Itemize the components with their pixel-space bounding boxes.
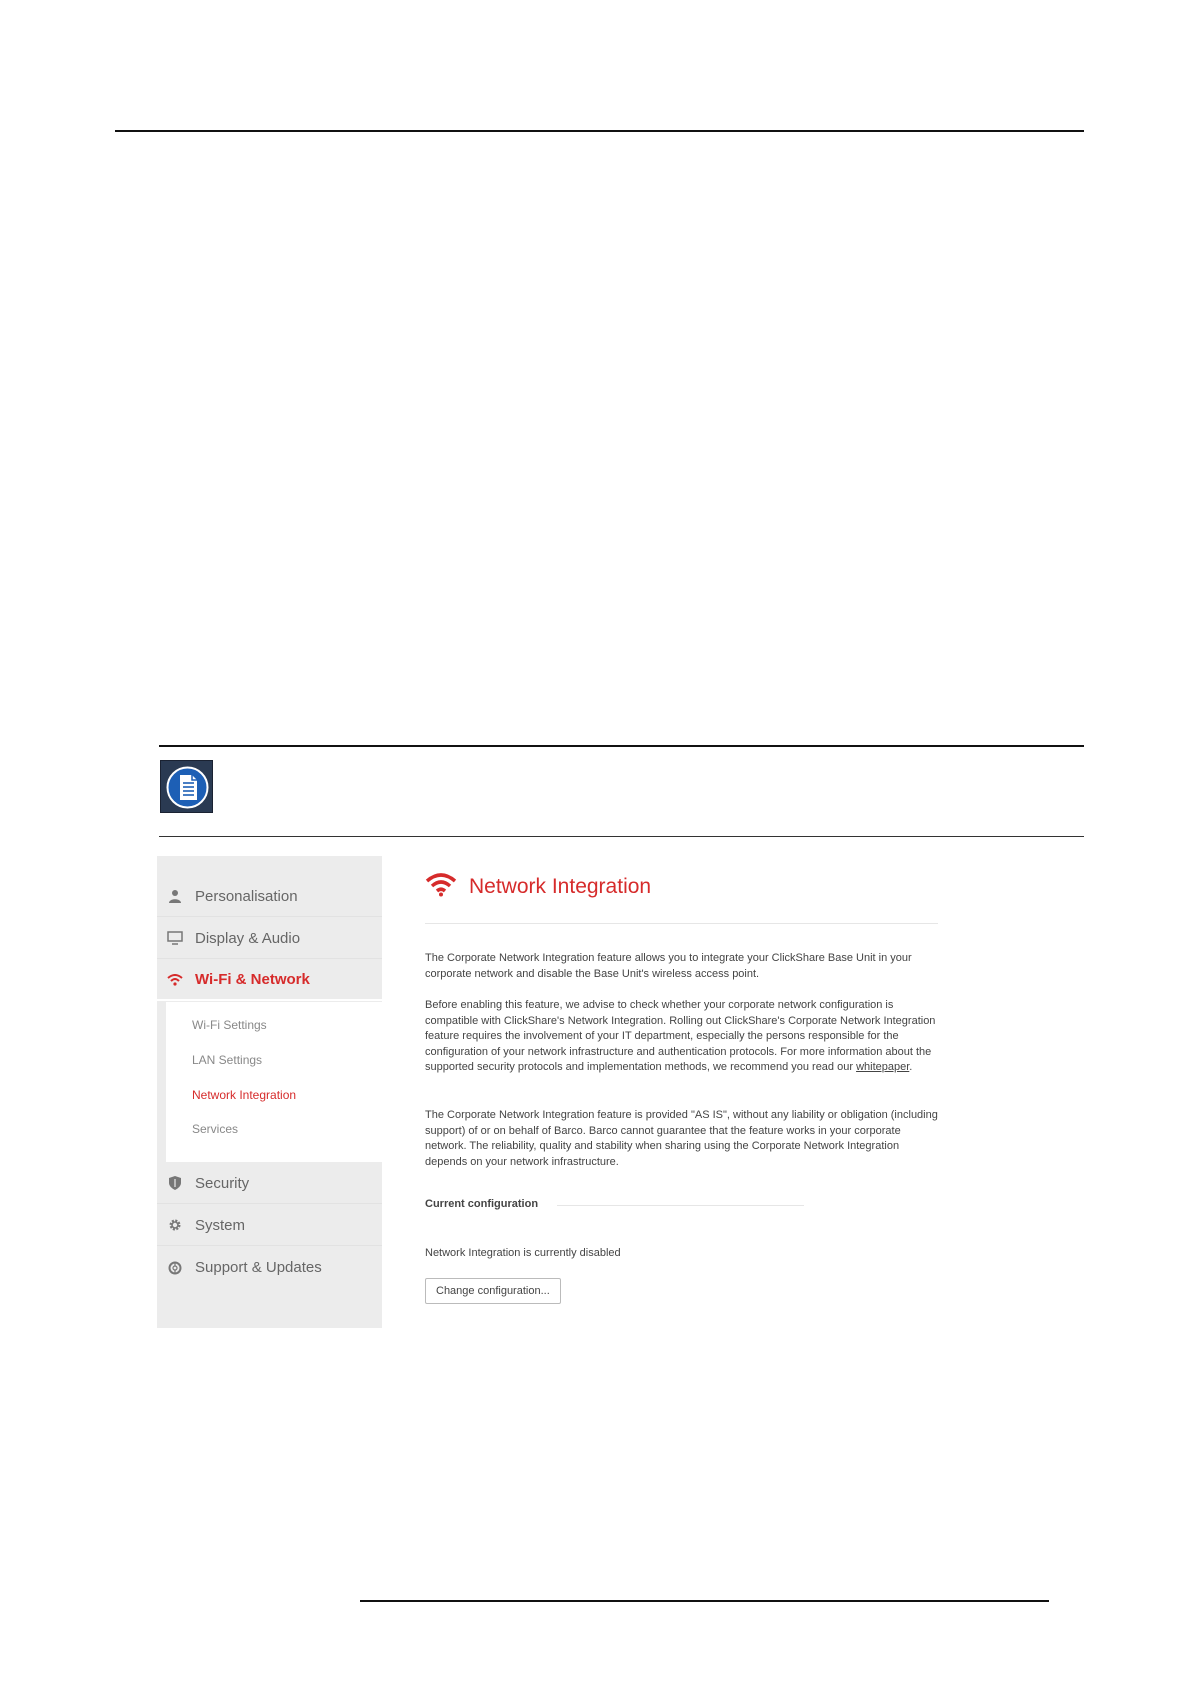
sidebar-item-support-updates[interactable] (157, 1247, 382, 1288)
person-icon (165, 889, 185, 903)
whitepaper-link[interactable]: whitepaper (856, 1061, 910, 1074)
advice-text: Before enabling this feature, we advise to check whether your corporate network configuration is compatible with ClickShare's Network Integration. Rolling out ClickShare's Corporate Network Integration feature requires the involvement of your IT department, especially the persons responsible for the configuration of your network infrastructure and authentication protocols. For more information about the supported security protocols and implementation methods, we recommend you read our (425, 999, 936, 1074)
change-configuration-button[interactable]: Change configuration... (425, 1278, 561, 1304)
subnav-item-network-integration[interactable]: Network Integration (192, 1088, 297, 1102)
page-title: Network Integration (469, 875, 652, 898)
sidebar-item-display-audio[interactable] (157, 918, 382, 959)
main-content (425, 856, 937, 1328)
wifi-icon (425, 873, 457, 902)
sidebar-item-system[interactable] (157, 1205, 382, 1246)
current-configuration-heading: Current configuration (425, 1198, 539, 1210)
monitor-icon (165, 931, 185, 945)
intro-paragraph: The Corporate Network Integration feature allows you to integrate your ClickShare Base Unit in your corporate network and disable the Base Unit's wireless access point. (425, 952, 912, 980)
title-divider (425, 923, 938, 924)
shield-icon (165, 1176, 185, 1190)
sidebar-item-label: Security (195, 1174, 250, 1192)
advice-paragraph (425, 998, 940, 1076)
sidebar-item-label: Personalisation (195, 887, 298, 905)
sidebar-item-label: Support & Updates (195, 1259, 322, 1276)
advice-text-end: . (909, 1061, 913, 1074)
subnav-item-wifi-settings[interactable]: Wi-Fi Settings (192, 1018, 267, 1032)
sidebar-item-personalisation[interactable] (157, 876, 382, 917)
network-integration-screenshot (157, 856, 937, 1328)
page-title-row (425, 870, 651, 904)
disclaimer-paragraph: The Corporate Network Integration feature is provided "AS IS", without any liability or obligation (including support) of or on behalf of Barco. Barco cannot guarantee that the feature works in your corporate network. The reliability, quality and stability when sharing using the Corporate Network Integration depends on your network infrastructure. (425, 1109, 938, 1168)
note-icon (160, 760, 213, 813)
sidebar-item-label: Wi-Fi & Network (195, 971, 310, 988)
gear-icon (165, 1218, 185, 1232)
page-header-rule (115, 130, 1084, 132)
section-divider (557, 1205, 804, 1206)
wifi-network-subnav (166, 1002, 382, 1162)
note-bottom-rule (159, 836, 1084, 837)
page-footer-rule (360, 1600, 1049, 1602)
sidebar-item-wifi-network[interactable] (157, 960, 382, 1001)
wifi-icon (165, 974, 185, 986)
sidebar (157, 856, 382, 1328)
sidebar-item-label: Display & Audio (195, 929, 301, 947)
status-text: Network Integration is currently disabled (425, 1247, 621, 1259)
subnav-item-services[interactable]: Services (192, 1122, 239, 1136)
subnav-item-lan-settings[interactable]: LAN Settings (192, 1053, 263, 1067)
sidebar-item-security[interactable] (157, 1163, 382, 1204)
lifebuoy-icon (165, 1261, 185, 1275)
note-top-rule (159, 745, 1084, 747)
sidebar-item-label: System (195, 1216, 246, 1234)
